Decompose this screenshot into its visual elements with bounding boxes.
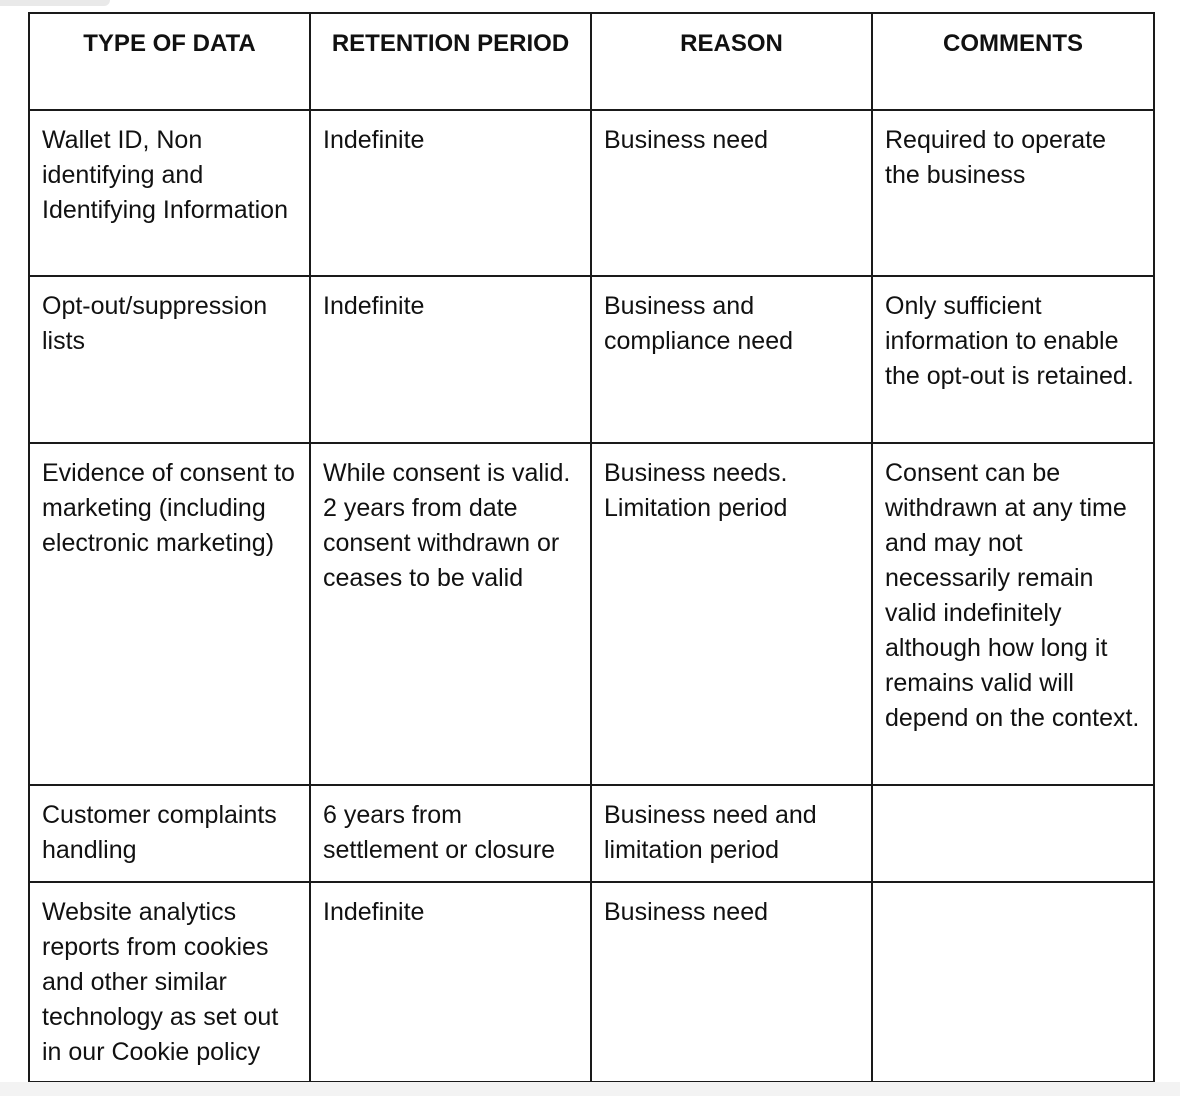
- cell-retention-period: Indefinite: [310, 882, 591, 1082]
- cell-comments: [872, 882, 1154, 1082]
- cell-comments: Consent can be withdrawn at any time and may not necessarily remain valid indefinitely although how long it remains valid will depend on the context.: [872, 443, 1154, 785]
- cell-reason: Business and compliance need: [591, 276, 872, 443]
- window-corner-handle: [0, 0, 110, 6]
- table-row: [29, 443, 1154, 785]
- cell-retention-period: Indefinite: [310, 276, 591, 443]
- data-retention-table: [28, 12, 1155, 1083]
- page-bottom-margin: [0, 1082, 1180, 1096]
- cell-comments: [872, 785, 1154, 882]
- table-row: [29, 882, 1154, 1082]
- cell-type-of-data: Wallet ID, Non identifying and Identifying Information: [29, 110, 310, 276]
- cell-reason: Business need and limitation period: [591, 785, 872, 882]
- table-row: [29, 276, 1154, 443]
- cell-comments: Required to operate the business: [872, 110, 1154, 276]
- cell-reason: Business needs. Limitation period: [591, 443, 872, 785]
- cell-reason: Business need: [591, 110, 872, 276]
- table-header-row: [29, 13, 1154, 110]
- header-type-of-data: TYPE OF DATA: [29, 13, 310, 110]
- cell-type-of-data: Website analytics reports from cookies and other similar technology as set out in our Cookie policy: [29, 882, 310, 1082]
- cell-comments: Only sufficient information to enable the opt-out is retained.: [872, 276, 1154, 443]
- cell-retention-period: 6 years from settlement or closure: [310, 785, 591, 882]
- table-row: [29, 785, 1154, 882]
- table-row: [29, 110, 1154, 276]
- cell-retention-period: Indefinite: [310, 110, 591, 276]
- cell-type-of-data: Evidence of consent to marketing (including electronic marketing): [29, 443, 310, 785]
- cell-reason: Business need: [591, 882, 872, 1082]
- header-comments: COMMENTS: [872, 13, 1154, 110]
- cell-retention-period: While consent is valid. 2 years from date consent withdrawn or ceases to be valid: [310, 443, 591, 785]
- cell-type-of-data: Opt-out/suppression lists: [29, 276, 310, 443]
- header-reason: REASON: [591, 13, 872, 110]
- cell-type-of-data: Customer complaints handling: [29, 785, 310, 882]
- header-retention-period: RETENTION PERIOD: [310, 13, 591, 110]
